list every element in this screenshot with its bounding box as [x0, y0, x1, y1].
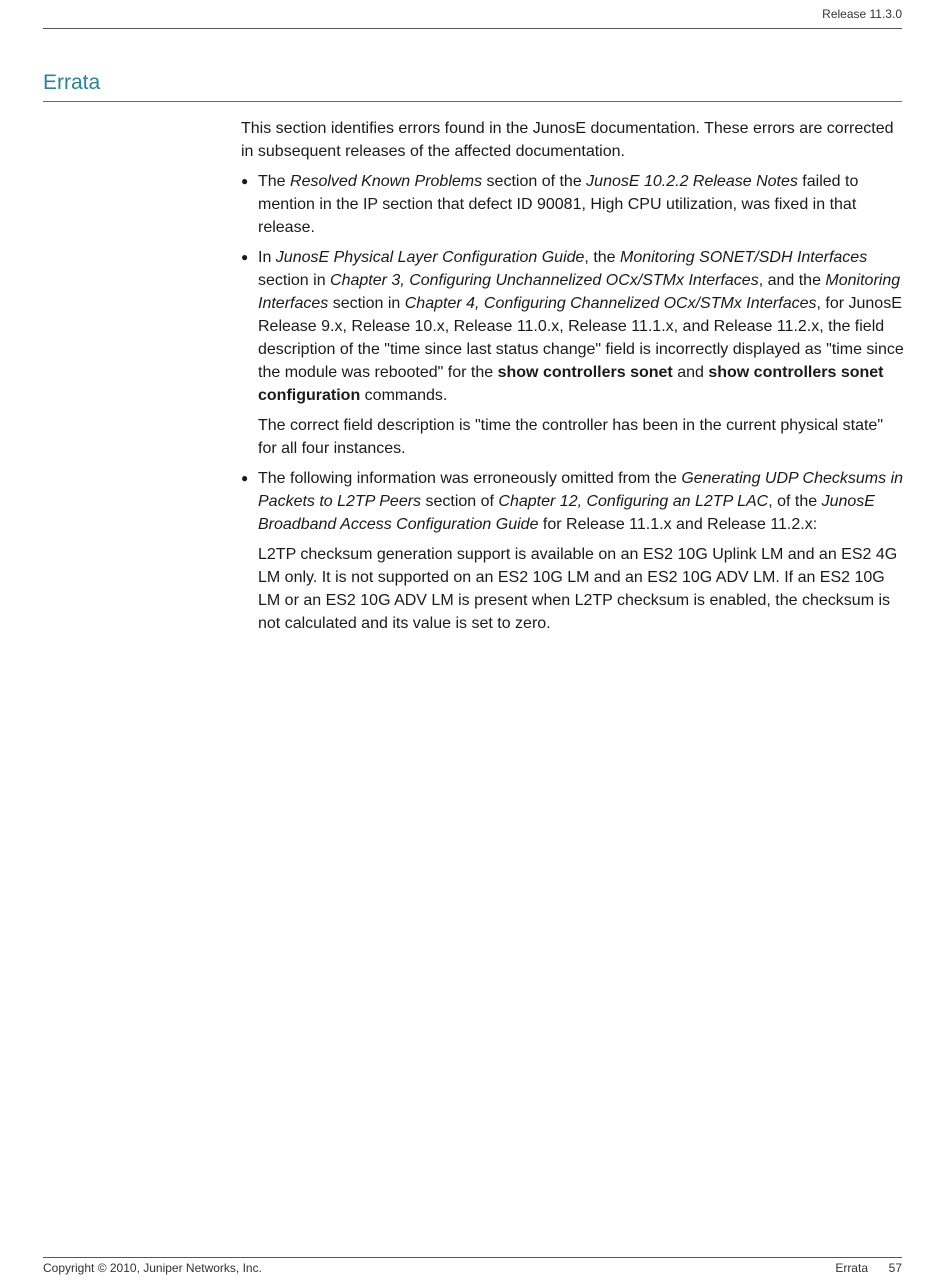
section-title: Errata — [43, 70, 902, 102]
doc-section-ref: Generating UDP Checksums in Packets to L2TP Peers — [258, 470, 904, 510]
intro-paragraph: This section identifies errors found in the JunosE documentation. These errors are corrected in subsequent releases of the affected documentation. — [241, 120, 894, 160]
errata-item-2 — [241, 246, 906, 460]
doc-chapter-ref: Chapter 3, Configuring Unchannelized OCx/STMx Interfaces — [330, 272, 759, 289]
page-number: 57 — [888, 1261, 902, 1275]
errata-item-3 — [241, 467, 906, 635]
text-run: failed to mention in the IP section that defect ID 90081, High CPU utilization, was fixed in that release. — [258, 173, 859, 236]
release-label: Release 11.3.0 — [822, 7, 902, 21]
text-run: , and the — [758, 272, 826, 289]
bullet-icon: ● — [241, 471, 249, 485]
bullet-icon: ● — [241, 250, 249, 264]
page-header — [43, 0, 902, 29]
text-run: In — [258, 249, 276, 266]
text-run: , of the — [768, 493, 822, 510]
footer-section-name: Errata — [835, 1261, 868, 1275]
text-run: commands. — [360, 387, 448, 404]
doc-section-ref: Resolved Known Problems — [290, 173, 483, 190]
errata-item-3-text — [258, 467, 906, 536]
text-run: section of — [421, 493, 499, 510]
errata-item-2-text — [258, 246, 906, 407]
errata-item-2-correction: The correct field description is "time the controller has been in the current physical state" for all four instances. — [258, 417, 883, 457]
doc-title-ref: JunosE Physical Layer Configuration Guide — [275, 249, 585, 266]
page-footer — [43, 1257, 902, 1278]
doc-chapter-ref: Chapter 4, Configuring Channelized OCx/STMx Interfaces — [404, 295, 817, 312]
errata-list — [241, 170, 906, 635]
doc-title-ref: JunosE Broadband Access Configuration Guide — [258, 493, 875, 533]
text-run: The following information was erroneously omitted from the — [258, 470, 682, 487]
text-run: , the — [584, 249, 620, 266]
bullet-icon: ● — [241, 174, 249, 188]
text-run: section in — [258, 272, 331, 289]
copyright-text: Copyright © 2010, Juniper Networks, Inc. — [43, 1261, 262, 1275]
text-run: for Release 11.1.x and Release 11.2.x: — [538, 516, 818, 533]
content-body — [241, 117, 906, 642]
text-run: and — [672, 364, 709, 381]
doc-chapter-ref: Chapter 12, Configuring an L2TP LAC — [498, 493, 769, 510]
command-name: show controllers sonet configuration — [258, 364, 884, 404]
doc-section-ref: Monitoring SONET/SDH Interfaces — [620, 249, 868, 266]
command-name: show controllers sonet — [497, 364, 673, 381]
errata-item-3-detail: L2TP checksum generation support is available on an ES2 10G Uplink LM and an ES2 4G LM only. It is not supported on an ES2 10G LM and an ES2 10G ADV LM. If an ES2 10G LM or an ES2 10G ADV LM is present when L2TP checksum is enabled, the checksum is not calculated and its value is set to zero. — [258, 546, 898, 632]
errata-item-1-text — [258, 170, 906, 239]
doc-title-ref: JunosE 10.2.2 Release Notes — [586, 173, 798, 190]
text-run: The — [258, 173, 291, 190]
doc-section-ref: Monitoring Interfaces — [258, 272, 901, 312]
errata-item-1 — [241, 170, 906, 239]
text-run: , for JunosE Release 9.x, Release 10.x, Release 11.0.x, Release 11.1.x, and Release 11.2.x, the field description of the "time since last status change" field is incorrectly displayed as "time since the module was rebooted" for the — [258, 295, 904, 381]
text-run: section in — [328, 295, 405, 312]
text-run: section of the — [482, 173, 587, 190]
